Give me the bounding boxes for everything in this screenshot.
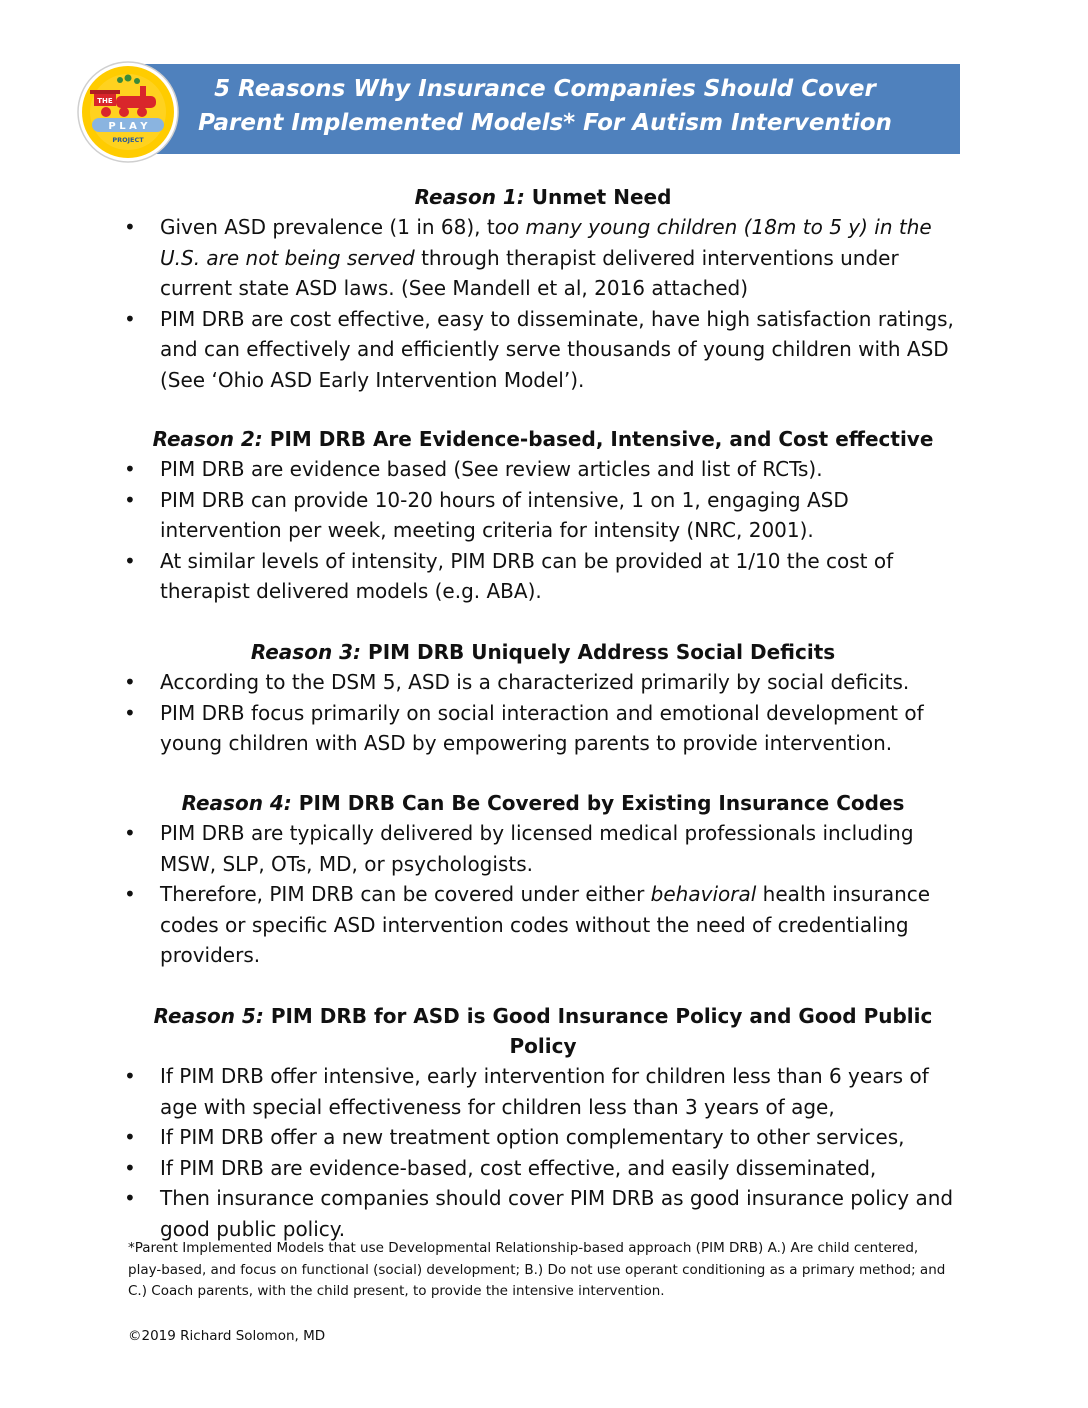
logo-text-the: THE [97, 97, 113, 105]
bullet-text: If PIM DRB offer a new treatment option complementary to other services, [160, 1125, 905, 1149]
bullet-text: If PIM DRB offer intensive, early intervention for children less than 6 years of age with special effectiveness for children less than 3 years of age, [160, 1064, 929, 1119]
reason-heading [118, 182, 968, 212]
reason-heading [118, 1001, 968, 1061]
bullet-text: oo many young children (18m to 5 y) in the U.S. are not being served [160, 215, 932, 270]
bullet-item [118, 546, 968, 607]
reason-title: PIM DRB Are Evidence-based, Intensive, and Cost effective [269, 427, 934, 451]
bullet-marker: • [124, 1155, 136, 1180]
reason-label: Reason 2: [152, 427, 263, 451]
bullet-item [118, 667, 968, 698]
bullet-item [118, 304, 968, 396]
bullet-marker: • [124, 670, 136, 694]
bullet-item [118, 1061, 968, 1122]
bullet-list [118, 667, 968, 759]
reason-title: PIM DRB Uniquely Address Social Deficits [368, 640, 836, 664]
title-line-1: 5 Reasons Why Insurance Companies Should Cover [214, 76, 876, 102]
bullet-text: Therefore, PIM DRB can be covered under either [160, 882, 651, 906]
bullet-text: Then insurance companies should cover PIM DRB as good insurance policy and good public policy. [160, 1186, 954, 1241]
bullet-text: If PIM DRB are evidence-based, cost effective, and easily disseminated, [160, 1155, 877, 1180]
reason-3-section [118, 637, 968, 759]
bullet-item [118, 485, 968, 546]
bullet-text: Given ASD prevalence (1 in 68), t [160, 215, 495, 239]
bullet-item [118, 1122, 968, 1153]
reason-label: Reason 1: [414, 185, 525, 209]
bullet-item [118, 818, 968, 879]
bullet-marker: • [124, 821, 136, 845]
bullet-marker: • [124, 1064, 136, 1088]
bullet-marker: • [124, 1125, 136, 1149]
bullet-item [118, 879, 968, 971]
bullet-text: behavioral [650, 882, 757, 906]
bullet-marker: • [124, 700, 136, 725]
bullet-marker: • [124, 457, 136, 481]
reason-4-section [118, 788, 968, 971]
bullet-text: According to the DSM 5, ASD is a characterized primarily by social deficits. [160, 670, 910, 694]
reason-title: PIM DRB for ASD is Good Insurance Policy and Good Public Policy [270, 1004, 933, 1058]
reason-1-section [118, 182, 968, 395]
copyright: ©2019 Richard Solomon, MD [128, 1328, 326, 1344]
bullet-text: PIM DRB are evidence based (See review articles and list of RCTs). [160, 457, 823, 481]
reason-heading [118, 424, 968, 454]
logo-text-play: P L A Y [108, 121, 148, 132]
title-line-2: Parent Implemented Models* For Autism Intervention [198, 110, 892, 136]
reason-2-section [118, 424, 968, 607]
reason-heading [118, 637, 968, 667]
bullet-item [118, 454, 968, 485]
page-title [130, 72, 960, 140]
bullet-item [118, 212, 968, 304]
bullet-item [118, 698, 968, 759]
reason-title: PIM DRB Can Be Covered by Existing Insurance Codes [298, 791, 905, 815]
footnote: *Parent Implemented Models that use Developmental Relationship-based approach (PIM DRB) A.) Are child centered, play-based, and focus on functional (social) development; B.) Do not use operant conditioning as a primary method; and C.) Coach parents, with the child present, to provide the intensive intervention. [128, 1240, 946, 1299]
bullet-marker: • [124, 215, 136, 239]
reason-label: Reason 4: [181, 791, 292, 815]
bullet-list [118, 1061, 968, 1244]
logo-text-project: PROJECT [112, 136, 144, 144]
bullet-marker: • [124, 306, 136, 331]
reason-heading [118, 788, 968, 818]
bullet-item [118, 1153, 968, 1184]
bullet-list [118, 454, 968, 607]
bullet-text: PIM DRB focus primarily on social interaction and emotional development of young children with ASD by empowering parents to provide intervention. [160, 700, 924, 755]
bullet-item [118, 1183, 968, 1244]
reason-title: Unmet Need [531, 185, 672, 209]
play-project-logo [76, 60, 180, 164]
bullet-marker: • [124, 487, 136, 512]
bullet-text: PIM DRB can provide 10-20 hours of intensive, 1 on 1, engaging ASD intervention per week, meeting criteria for intensity (NRC, 2001). [160, 487, 849, 542]
reason-5-section [118, 1001, 968, 1244]
bullet-text: through therapist delivered interventions under current state ASD laws. (See Mandell et al, 2016 attached) [160, 245, 899, 300]
reason-label: Reason 5: [153, 1004, 264, 1028]
reason-label: Reason 3: [250, 640, 362, 664]
bullet-text: PIM DRB are cost effective, easy to disseminate, have high satisfaction ratings, and can effectively and efficiently serve thousands of young children with ASD (See ‘Ohio ASD Early Intervention Model’). [160, 306, 954, 392]
bullet-text: PIM DRB are typically delivered by licensed medical professionals including MSW, SLP, OTs, MD, or psychologists. [160, 821, 914, 876]
bullet-text: health insurance codes or specific ASD intervention codes without the need of credentialing providers. [160, 882, 931, 967]
bullet-list [118, 212, 968, 395]
bullet-marker: • [124, 882, 136, 906]
bullet-list [118, 818, 968, 971]
bullet-marker: • [124, 548, 136, 573]
bullet-marker: • [124, 1186, 136, 1210]
bullet-text: At similar levels of intensity, PIM DRB can be provided at 1/10 the cost of therapist delivered models (e.g. ABA). [160, 548, 894, 603]
